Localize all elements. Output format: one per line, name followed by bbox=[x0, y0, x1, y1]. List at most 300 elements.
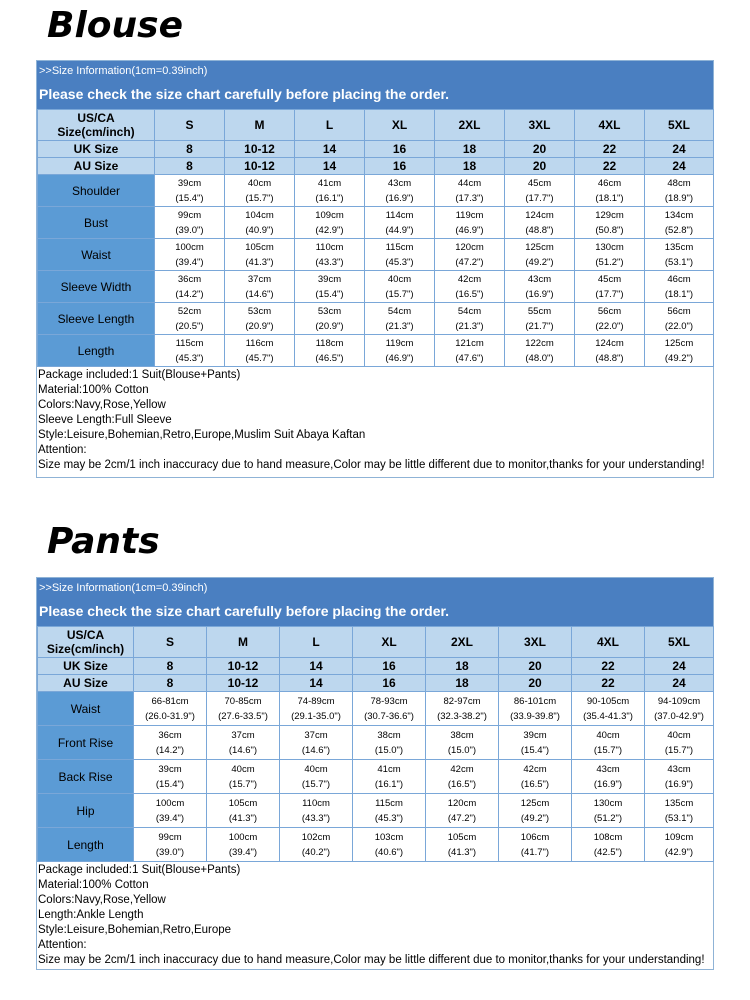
measure-cm: 38cm bbox=[377, 729, 401, 741]
measure-cell bbox=[155, 175, 225, 207]
measure-cm: 106cm bbox=[520, 831, 550, 843]
measure-inch: (51.2") bbox=[595, 256, 624, 268]
measure-cell bbox=[225, 303, 295, 335]
measure-cm: 82-97cm bbox=[443, 695, 481, 707]
measure-cm: 43cm bbox=[667, 763, 691, 775]
measure-cell bbox=[134, 828, 207, 862]
au-size-cell: 8 bbox=[134, 675, 207, 692]
measure-cm: 110cm bbox=[315, 241, 344, 253]
measure-label: Front Rise bbox=[38, 726, 134, 760]
measure-cell bbox=[353, 692, 426, 726]
blouse-header-row bbox=[38, 110, 714, 141]
measure-cm: 119cm bbox=[455, 209, 484, 221]
measure-inch: (41.3") bbox=[245, 256, 274, 268]
measure-inch: (49.2") bbox=[664, 352, 694, 364]
blouse-measure-row bbox=[38, 303, 714, 335]
measure-inch: (53.1") bbox=[664, 256, 694, 268]
measure-cell bbox=[365, 207, 435, 239]
measure-cm: 46cm bbox=[597, 177, 622, 189]
measure-inch: (45.3") bbox=[385, 256, 414, 268]
us-size-cell: S bbox=[134, 627, 207, 658]
measure-inch: (17.7") bbox=[595, 288, 624, 300]
measure-cell bbox=[499, 760, 572, 794]
us-size-cell: M bbox=[225, 110, 295, 141]
measure-cm: 99cm bbox=[158, 831, 182, 843]
measure-inch: (52.8") bbox=[664, 224, 694, 236]
measure-cm: 109cm bbox=[315, 209, 344, 221]
measure-cm: 78-93cm bbox=[370, 695, 408, 707]
measure-cell bbox=[645, 692, 714, 726]
blouse-measure-row bbox=[38, 335, 714, 367]
uk-size-cell: 22 bbox=[572, 658, 645, 675]
measure-cm: 41cm bbox=[377, 763, 401, 775]
note-line: Size may be 2cm/1 inch inaccuracy due to hand measure,Color may be little different due to monitor,thanks for your understanding! bbox=[38, 459, 705, 471]
measure-inch: (49.2") bbox=[520, 812, 550, 824]
note-line: Package included:1 Suit(Blouse+Pants) bbox=[38, 369, 241, 381]
us-size-cell: 2XL bbox=[435, 110, 505, 141]
measure-cell bbox=[572, 794, 645, 828]
measure-cm: 43cm bbox=[387, 177, 412, 189]
uk-size-label: UK Size bbox=[38, 658, 134, 675]
measure-cm: 125cm bbox=[525, 241, 554, 253]
measure-cell bbox=[207, 828, 280, 862]
us-size-cell: 5XL bbox=[645, 110, 714, 141]
measure-label: Length bbox=[38, 828, 134, 862]
measure-inch: (39.0") bbox=[155, 846, 185, 858]
note-line: Material:100% Cotton bbox=[38, 384, 149, 396]
measure-cell bbox=[134, 726, 207, 760]
measure-cm: 124cm bbox=[525, 209, 554, 221]
measure-inch: (39.4") bbox=[228, 846, 258, 858]
measure-cm: 115cm bbox=[175, 337, 204, 349]
measure-cell bbox=[645, 207, 714, 239]
measure-cm: 102cm bbox=[301, 831, 331, 843]
measure-inch: (16.9") bbox=[385, 192, 414, 204]
pants-header-row bbox=[38, 627, 714, 658]
measure-cm: 105cm bbox=[447, 831, 477, 843]
measure-cell bbox=[225, 239, 295, 271]
us-size-cell: S bbox=[155, 110, 225, 141]
us-size-cell: XL bbox=[353, 627, 426, 658]
measure-cm: 135cm bbox=[664, 241, 694, 253]
au-size-cell: 22 bbox=[572, 675, 645, 692]
measure-inch: (15.4") bbox=[520, 744, 550, 756]
measure-inch: (21.7") bbox=[525, 320, 554, 332]
measure-cell bbox=[645, 794, 714, 828]
measure-cell bbox=[365, 271, 435, 303]
au-size-cell: 24 bbox=[645, 158, 714, 175]
measure-cm: 109cm bbox=[664, 831, 694, 843]
measure-cm: 121cm bbox=[455, 337, 484, 349]
measure-inch: (37.0-42.9") bbox=[654, 710, 704, 722]
blouse-size-table bbox=[37, 109, 714, 367]
uk-size-cell: 10-12 bbox=[225, 141, 295, 158]
measure-cell bbox=[435, 303, 505, 335]
note-line: Style:Leisure,Bohemian,Retro,Europe bbox=[38, 924, 232, 936]
measure-cell bbox=[435, 207, 505, 239]
note-line: Style:Leisure,Bohemian,Retro,Europe,Muslim Suit Abaya Kaftan bbox=[38, 429, 366, 441]
us-size-cell: L bbox=[280, 627, 353, 658]
us-size-cell: 5XL bbox=[645, 627, 714, 658]
au-size-cell: 24 bbox=[645, 675, 714, 692]
pants-notes bbox=[37, 862, 713, 969]
measure-cell bbox=[505, 175, 575, 207]
measure-inch: (26.0-31.9") bbox=[145, 710, 195, 722]
measure-cm: 55cm bbox=[527, 305, 552, 317]
measure-cm: 118cm bbox=[315, 337, 344, 349]
measure-inch: (39.4") bbox=[175, 256, 204, 268]
measure-cell bbox=[645, 303, 714, 335]
measure-cm: 39cm bbox=[177, 177, 202, 189]
measure-cm: 108cm bbox=[593, 831, 623, 843]
measure-cm: 100cm bbox=[175, 241, 204, 253]
measure-cell bbox=[645, 760, 714, 794]
measure-cm: 130cm bbox=[593, 797, 623, 809]
measure-cm: 39cm bbox=[317, 273, 342, 285]
measure-inch: (14.6") bbox=[301, 744, 331, 756]
measure-inch: (40.6") bbox=[374, 846, 404, 858]
measure-inch: (16.5") bbox=[520, 778, 550, 790]
measure-cm: 105cm bbox=[228, 797, 258, 809]
measure-cm: 100cm bbox=[228, 831, 258, 843]
measure-inch: (39.4") bbox=[155, 812, 185, 824]
blouse-measure-row bbox=[38, 175, 714, 207]
measure-cm: 90-105cm bbox=[586, 695, 630, 707]
measure-cm: 42cm bbox=[457, 273, 482, 285]
measure-inch: (18.9") bbox=[664, 192, 694, 204]
us-size-cell: 4XL bbox=[572, 627, 645, 658]
measure-inch: (43.3") bbox=[301, 812, 331, 824]
measure-cm: 70-85cm bbox=[224, 695, 262, 707]
pants-banner bbox=[37, 578, 713, 626]
measure-cell bbox=[499, 794, 572, 828]
uk-size-cell: 16 bbox=[353, 658, 426, 675]
measure-cm: 43cm bbox=[596, 763, 620, 775]
measure-cm: 40cm bbox=[231, 763, 255, 775]
measure-inch: (35.4-41.3") bbox=[583, 710, 633, 722]
measure-cell bbox=[435, 175, 505, 207]
measure-cm: 37cm bbox=[247, 273, 272, 285]
measure-cm: 43cm bbox=[527, 273, 552, 285]
measure-cell bbox=[572, 692, 645, 726]
measure-cell bbox=[426, 760, 499, 794]
pants-banner-info: >>Size Information(1cm=0.39inch) bbox=[39, 582, 208, 594]
uk-size-cell: 24 bbox=[645, 141, 714, 158]
measure-inch: (15.4") bbox=[175, 192, 204, 204]
measure-cell bbox=[645, 239, 714, 271]
measure-cell bbox=[280, 828, 353, 862]
measure-cell bbox=[572, 828, 645, 862]
measure-cell bbox=[575, 175, 645, 207]
measure-inch: (48.8") bbox=[595, 352, 624, 364]
us-size-cell: 3XL bbox=[499, 627, 572, 658]
measure-label: Shoulder bbox=[38, 175, 155, 207]
measure-cm: 103cm bbox=[374, 831, 404, 843]
measure-cm: 116cm bbox=[245, 337, 274, 349]
measure-inch: (17.3") bbox=[455, 192, 484, 204]
measure-inch: (47.2") bbox=[447, 812, 477, 824]
blouse-banner bbox=[37, 61, 713, 109]
measure-cm: 119cm bbox=[385, 337, 414, 349]
measure-cm: 125cm bbox=[664, 337, 694, 349]
au-size-cell: 14 bbox=[295, 158, 365, 175]
measure-cell bbox=[435, 271, 505, 303]
measure-cell bbox=[575, 239, 645, 271]
measure-cell bbox=[365, 239, 435, 271]
measure-cm: 40cm bbox=[304, 763, 328, 775]
pants-au-row bbox=[38, 675, 714, 692]
measure-cm: 135cm bbox=[664, 797, 694, 809]
measure-cell bbox=[426, 828, 499, 862]
measure-cm: 40cm bbox=[387, 273, 412, 285]
measure-cell bbox=[575, 303, 645, 335]
au-size-cell: 18 bbox=[426, 675, 499, 692]
measure-cm: 54cm bbox=[387, 305, 412, 317]
measure-cm: 53cm bbox=[317, 305, 342, 317]
measure-cm: 42cm bbox=[523, 763, 547, 775]
measure-cell bbox=[225, 207, 295, 239]
note-line: Length:Ankle Length bbox=[38, 909, 144, 921]
measure-cell bbox=[575, 271, 645, 303]
measure-cell bbox=[295, 175, 365, 207]
measure-cell bbox=[225, 271, 295, 303]
measure-cell bbox=[134, 794, 207, 828]
measure-cm: 104cm bbox=[245, 209, 274, 221]
measure-cell bbox=[645, 335, 714, 367]
uk-size-cell: 8 bbox=[134, 658, 207, 675]
measure-label: Waist bbox=[38, 239, 155, 271]
measure-cell bbox=[505, 239, 575, 271]
measure-inch: (42.5") bbox=[593, 846, 623, 858]
measure-cell bbox=[295, 335, 365, 367]
note-line: Attention: bbox=[38, 444, 87, 456]
measure-cm: 86-101cm bbox=[513, 695, 557, 707]
measure-inch: (53.1") bbox=[664, 812, 694, 824]
measure-cell bbox=[207, 692, 280, 726]
measure-inch: (30.7-36.6") bbox=[364, 710, 414, 722]
measure-cell bbox=[295, 207, 365, 239]
blouse-uk-row bbox=[38, 141, 714, 158]
measure-cell bbox=[353, 828, 426, 862]
measure-inch: (48.0") bbox=[525, 352, 554, 364]
note-line: Sleeve Length:Full Sleeve bbox=[38, 414, 172, 426]
measure-inch: (20.5") bbox=[175, 320, 204, 332]
measure-cm: 115cm bbox=[375, 797, 403, 809]
measure-cm: 74-89cm bbox=[297, 695, 335, 707]
measure-cm: 105cm bbox=[245, 241, 274, 253]
uk-size-cell: 14 bbox=[295, 141, 365, 158]
measure-inch: (16.9") bbox=[593, 778, 623, 790]
measure-inch: (50.8") bbox=[595, 224, 624, 236]
measure-inch: (14.2") bbox=[155, 744, 185, 756]
measure-cell bbox=[295, 303, 365, 335]
measure-inch: (45.3") bbox=[175, 352, 204, 364]
measure-inch: (46.9") bbox=[455, 224, 484, 236]
measure-inch: (46.5") bbox=[315, 352, 344, 364]
measure-cm: 45cm bbox=[527, 177, 552, 189]
au-size-cell: 16 bbox=[365, 158, 435, 175]
pants-banner-check: Please check the size chart carefully before placing the order. bbox=[39, 603, 450, 619]
note-line: Colors:Navy,Rose,Yellow bbox=[38, 894, 166, 906]
measure-inch: (16.9") bbox=[525, 288, 554, 300]
measure-cell bbox=[155, 303, 225, 335]
measure-cm: 41cm bbox=[317, 177, 342, 189]
au-size-cell: 16 bbox=[353, 675, 426, 692]
measure-inch: (46.9") bbox=[385, 352, 414, 364]
measure-cell bbox=[572, 760, 645, 794]
measure-cell bbox=[207, 726, 280, 760]
measure-inch: (29.1-35.0") bbox=[291, 710, 341, 722]
uk-size-cell: 24 bbox=[645, 658, 714, 675]
measure-cm: 124cm bbox=[595, 337, 624, 349]
us-size-cell: 4XL bbox=[575, 110, 645, 141]
measure-cell bbox=[155, 239, 225, 271]
measure-inch: (43.3") bbox=[315, 256, 344, 268]
uk-size-cell: 20 bbox=[499, 658, 572, 675]
measure-cm: 40cm bbox=[667, 729, 691, 741]
au-size-label: AU Size bbox=[38, 675, 134, 692]
measure-inch: (41.3") bbox=[228, 812, 258, 824]
measure-inch: (39.0") bbox=[175, 224, 204, 236]
measure-inch: (15.4") bbox=[155, 778, 185, 790]
measure-cell bbox=[499, 692, 572, 726]
measure-cm: 100cm bbox=[155, 797, 185, 809]
measure-inch: (15.7") bbox=[593, 744, 623, 756]
measure-cell bbox=[207, 794, 280, 828]
measure-cell bbox=[155, 271, 225, 303]
blouse-measure-row bbox=[38, 271, 714, 303]
measure-cm: 48cm bbox=[667, 177, 691, 189]
measure-inch: (47.6") bbox=[455, 352, 484, 364]
measure-inch: (16.1") bbox=[374, 778, 404, 790]
uk-size-cell: 16 bbox=[365, 141, 435, 158]
measure-cell bbox=[134, 692, 207, 726]
measure-inch: (40.2") bbox=[301, 846, 331, 858]
measure-cm: 42cm bbox=[450, 763, 474, 775]
measure-cm: 110cm bbox=[302, 797, 330, 809]
measure-cell bbox=[426, 692, 499, 726]
measure-cm: 37cm bbox=[231, 729, 255, 741]
measure-cm: 125cm bbox=[520, 797, 550, 809]
measure-inch: (15.7") bbox=[385, 288, 414, 300]
measure-cell bbox=[280, 726, 353, 760]
measure-cell bbox=[505, 303, 575, 335]
pants-measure-row bbox=[38, 760, 714, 794]
measure-cell bbox=[645, 726, 714, 760]
measure-inch: (20.9") bbox=[315, 320, 344, 332]
measure-inch: (32.3-38.2") bbox=[437, 710, 487, 722]
measure-cell bbox=[280, 794, 353, 828]
measure-cell bbox=[155, 335, 225, 367]
measure-cell bbox=[499, 726, 572, 760]
measure-cell bbox=[575, 335, 645, 367]
measure-cm: 38cm bbox=[450, 729, 474, 741]
measure-cm: 36cm bbox=[158, 729, 182, 741]
measure-cell bbox=[645, 271, 714, 303]
measure-cell bbox=[353, 726, 426, 760]
measure-cell bbox=[353, 760, 426, 794]
blouse-notes bbox=[37, 367, 713, 474]
measure-cm: 120cm bbox=[455, 241, 484, 253]
measure-inch: (45.7") bbox=[245, 352, 274, 364]
measure-cm: 53cm bbox=[247, 305, 272, 317]
measure-cell bbox=[426, 794, 499, 828]
measure-cell bbox=[645, 175, 714, 207]
measure-cell bbox=[435, 335, 505, 367]
measure-cm: 94-109cm bbox=[657, 695, 701, 707]
measure-inch: (16.9") bbox=[664, 778, 694, 790]
measure-label: Sleeve Width bbox=[38, 271, 155, 303]
size-header-label: US/CA Size(cm/inch) bbox=[38, 110, 155, 141]
measure-cell bbox=[505, 271, 575, 303]
measure-inch: (14.2") bbox=[175, 288, 204, 300]
measure-cell bbox=[365, 335, 435, 367]
measure-cm: 36cm bbox=[177, 273, 202, 285]
measure-cell bbox=[134, 760, 207, 794]
measure-inch: (33.9-39.8") bbox=[510, 710, 560, 722]
measure-label: Length bbox=[38, 335, 155, 367]
uk-size-label: UK Size bbox=[38, 141, 155, 158]
measure-cell bbox=[575, 207, 645, 239]
blouse-measure-row bbox=[38, 207, 714, 239]
measure-cell bbox=[505, 335, 575, 367]
measure-cm: 56cm bbox=[597, 305, 622, 317]
measure-inch: (41.7") bbox=[520, 846, 550, 858]
uk-size-cell: 22 bbox=[575, 141, 645, 158]
pants-size-table bbox=[37, 626, 714, 862]
pants-measure-row bbox=[38, 794, 714, 828]
measure-label: Sleeve Length bbox=[38, 303, 155, 335]
us-size-cell: M bbox=[207, 627, 280, 658]
measure-cm: 40cm bbox=[247, 177, 272, 189]
uk-size-cell: 8 bbox=[155, 141, 225, 158]
measure-inch: (21.3") bbox=[455, 320, 484, 332]
measure-inch: (20.9") bbox=[245, 320, 274, 332]
measure-inch: (22.0") bbox=[595, 320, 624, 332]
pants-title: Pants bbox=[47, 521, 160, 562]
note-line: Material:100% Cotton bbox=[38, 879, 149, 891]
measure-cm: 44cm bbox=[457, 177, 482, 189]
measure-inch: (49.2") bbox=[525, 256, 554, 268]
uk-size-cell: 14 bbox=[280, 658, 353, 675]
pants-uk-row bbox=[38, 658, 714, 675]
measure-cm: 46cm bbox=[667, 273, 691, 285]
au-size-cell: 20 bbox=[505, 158, 575, 175]
au-size-cell: 8 bbox=[155, 158, 225, 175]
uk-size-cell: 18 bbox=[426, 658, 499, 675]
measure-inch: (15.7") bbox=[664, 744, 694, 756]
measure-cell bbox=[645, 828, 714, 862]
measure-inch: (41.3") bbox=[447, 846, 477, 858]
size-header-label: US/CA Size(cm/inch) bbox=[38, 627, 134, 658]
us-size-cell: 3XL bbox=[505, 110, 575, 141]
measure-cell bbox=[353, 794, 426, 828]
measure-inch: (27.6-33.5") bbox=[218, 710, 268, 722]
measure-cm: 56cm bbox=[667, 305, 691, 317]
measure-cm: 37cm bbox=[304, 729, 328, 741]
uk-size-cell: 10-12 bbox=[207, 658, 280, 675]
au-size-cell: 20 bbox=[499, 675, 572, 692]
measure-cm: 40cm bbox=[596, 729, 620, 741]
uk-size-cell: 20 bbox=[505, 141, 575, 158]
measure-inch: (48.8") bbox=[525, 224, 554, 236]
blouse-title: Blouse bbox=[47, 5, 183, 46]
us-size-cell: L bbox=[295, 110, 365, 141]
measure-inch: (21.3") bbox=[385, 320, 414, 332]
measure-inch: (15.4") bbox=[315, 288, 344, 300]
measure-inch: (16.5") bbox=[455, 288, 484, 300]
measure-cm: 39cm bbox=[523, 729, 547, 741]
